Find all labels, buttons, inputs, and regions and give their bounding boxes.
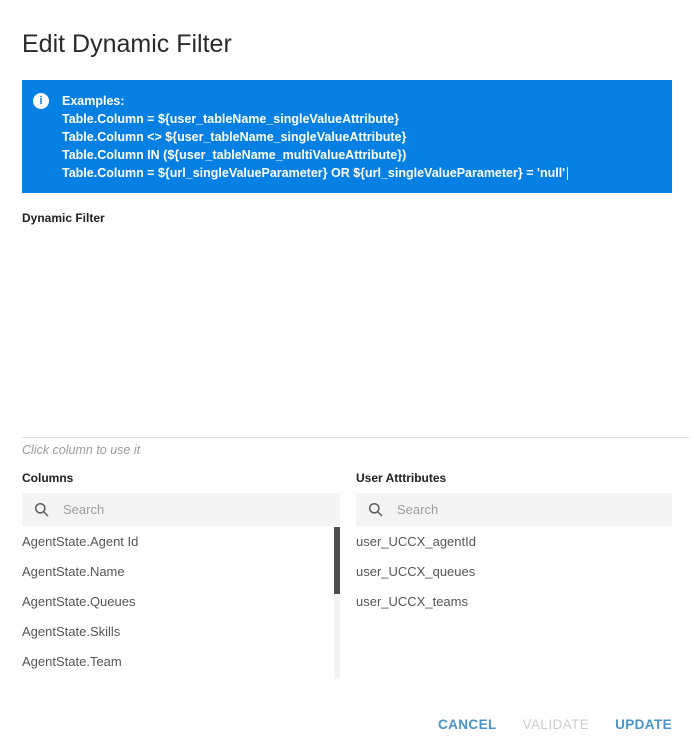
scrollbar-track — [334, 527, 340, 679]
user-attribute-item[interactable]: user_UCCX_queues — [356, 563, 476, 579]
columns-list-items — [22, 526, 340, 676]
dialog-title: Edit Dynamic Filter — [22, 30, 232, 58]
example-line: Table.Column = ${user_tableName_singleValueAttribute} — [62, 112, 400, 126]
column-item[interactable]: AgentState.Name — [22, 563, 125, 579]
columns-search-box — [22, 493, 340, 526]
column-item[interactable]: AgentState.Skills — [22, 623, 121, 639]
user-attributes-search-box — [356, 493, 672, 526]
dynamic-filter-label: Dynamic Filter — [22, 211, 105, 225]
columns-search-input[interactable] — [63, 502, 328, 517]
column-item[interactable]: AgentState.Queues — [22, 593, 136, 609]
columns-label: Columns — [22, 471, 74, 485]
example-line: Table.Column IN (${user_tableName_multiValueAttribute}) — [62, 148, 407, 162]
example-line: Table.Column = ${url_singleValueParameter} OR ${url_singleValueParameter} = 'null' — [62, 164, 658, 182]
example-line: Table.Column <> ${user_tableName_singleValueAttribute} — [62, 130, 407, 144]
scrollbar-thumb[interactable] — [334, 527, 340, 594]
user-attribute-item[interactable]: user_UCCX_agentId — [356, 533, 476, 549]
dynamic-filter-textarea[interactable] — [22, 229, 672, 433]
search-icon — [34, 502, 50, 518]
examples-heading: Examples: — [62, 94, 125, 108]
user-attributes-label: User Atttributes — [356, 471, 447, 485]
cancel-button[interactable]: CANCEL — [437, 717, 497, 732]
user-attributes-list-items — [356, 526, 672, 616]
validate-button[interactable]: VALIDATE — [522, 717, 590, 732]
search-icon — [368, 502, 384, 518]
update-button[interactable]: UPDATE — [615, 717, 672, 732]
column-item[interactable]: AgentState.Team — [22, 653, 122, 669]
hint-text: Click column to use it — [22, 443, 141, 457]
columns-panel — [22, 471, 340, 680]
action-buttons — [22, 717, 672, 732]
user-attributes-list — [356, 526, 672, 680]
column-item[interactable]: AgentState.Agent Id — [22, 533, 139, 549]
columns-list — [22, 526, 340, 680]
examples-info-box — [22, 80, 672, 193]
user-attributes-panel — [356, 471, 672, 680]
divider — [22, 437, 690, 438]
examples-lines — [62, 110, 658, 182]
user-attributes-search-input[interactable] — [397, 502, 660, 517]
user-attribute-item[interactable]: user_UCCX_teams — [356, 593, 468, 609]
info-icon: i — [33, 93, 49, 109]
picker-panels — [22, 471, 672, 680]
